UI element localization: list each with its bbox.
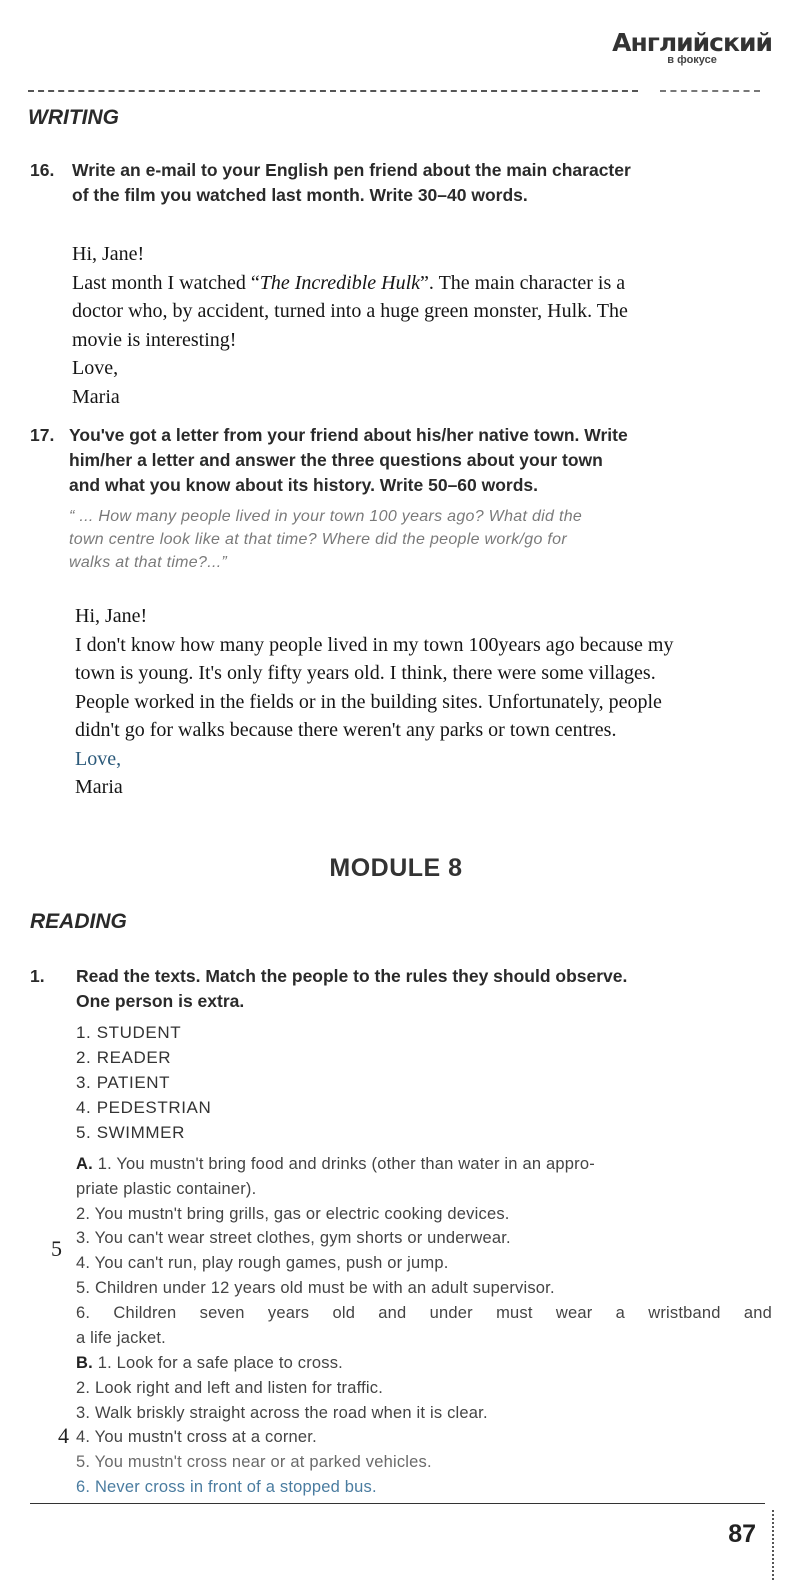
section-b-label: B. — [76, 1354, 93, 1372]
task-16-prompt — [30, 158, 770, 208]
answer-17-line-4: didn't go for walks because there weren't any parks or town centres. — [75, 719, 617, 741]
rule-b-5: 5. You mustn't cross near or at parked vehicles. — [76, 1453, 432, 1472]
list-item: 3. PATIENT — [76, 1073, 171, 1092]
page-edge — [772, 1510, 774, 1580]
rule-b-1: B. 1. Look for a safe place to cross. — [76, 1354, 343, 1372]
task-17-prompt — [30, 423, 770, 498]
quote-line-1: “ ... How many people lived in your town 100 years ago? What did the — [69, 508, 583, 525]
answer-17-line-1: I don't know how many people lived in my town 100years ago because my — [75, 633, 674, 656]
rule-b-3: 3. Walk briskly straight across the road when it is clear. — [76, 1403, 488, 1422]
header-divider-right — [660, 90, 760, 92]
answer-16-greeting: Hi, Jane! — [72, 243, 145, 265]
reading-heading: READING — [30, 910, 127, 933]
task-17-number: 17. — [30, 425, 55, 445]
task-1-line-1: Read the texts. Match the people to the rules they should observe. — [76, 966, 628, 986]
footer-divider — [30, 1503, 765, 1504]
film-title: The Incredible Hulk — [259, 271, 421, 294]
rule-a-1: A. 1. You mustn't bring food and drinks (other than water in an appro- — [76, 1155, 595, 1173]
answer-16-line-3: movie is interesting! — [72, 328, 237, 351]
rule-a-3: 3. You can't wear street clothes, gym shorts or underwear. — [76, 1229, 511, 1248]
header-divider — [28, 90, 638, 92]
answer-16-signature: Maria — [72, 385, 120, 408]
logo-subtitle: в фокусе — [667, 54, 717, 66]
answer-16-line-1: Last month I watched “The Incredible Hulk”. The main character is a — [72, 271, 626, 294]
section-a-label: A. — [76, 1155, 93, 1173]
answer-17-signature: Maria — [75, 776, 123, 798]
answer-17-line-3: People worked in the fields or in the building sites. Unfortunately, people — [75, 690, 662, 713]
list-item: 5. SWIMMER — [76, 1123, 185, 1142]
answer-16-line-2: doctor who, by accident, turned into a huge green monster, Hulk. The — [72, 300, 628, 322]
task-16-line-2: of the film you watched last month. Write 30–40 words. — [72, 185, 528, 205]
answer-mark-b: 4 — [58, 1423, 69, 1448]
answer-16-closing: Love, — [72, 357, 119, 379]
task-1-prompt — [30, 964, 775, 1014]
section-b-rules — [76, 1351, 772, 1500]
answer-mark-a: 5 — [51, 1236, 62, 1261]
rule-a-5: 5. Children under 12 years old must be with an adult supervisor. — [76, 1278, 555, 1297]
rule-a-2: 2. You mustn't bring grills, gas or electric cooking devices. — [76, 1204, 510, 1223]
task-16-number: 16. — [30, 160, 55, 180]
publisher-logo — [612, 28, 772, 66]
rule-b-2: 2. Look right and left and listen for traffic. — [76, 1378, 383, 1397]
writing-heading: WRITING — [28, 106, 119, 129]
rule-b-6: 6. Never cross in front of a stopped bus. — [76, 1477, 377, 1496]
answer-17 — [75, 602, 775, 802]
module-title: MODULE 8 — [329, 854, 463, 882]
list-item: 4. PEDESTRIAN — [76, 1098, 212, 1117]
task-17-line-1: You've got a letter from your friend about his/her native town. Write — [69, 425, 628, 445]
answer-16 — [72, 240, 772, 411]
page-number: 87 — [728, 1520, 756, 1548]
task-17-line-3: and what you know about its history. Write 50–60 words. — [69, 475, 539, 495]
section-a-rules — [76, 1152, 772, 1350]
rule-b-4: 4. You mustn't cross at a corner. — [76, 1428, 317, 1447]
quote-line-2: town centre look like at that time? Where did the people work/go for — [69, 531, 567, 548]
rule-a-4: 4. You can't run, play rough games, push or jump. — [76, 1254, 449, 1273]
rule-a-1-cont: priate plastic container). — [76, 1179, 257, 1198]
answer-17-closing: Love, — [75, 747, 122, 770]
rule-a-6-cont: a life jacket. — [76, 1328, 166, 1347]
answer-17-line-2: town is young. It's only fifty years old. I think, there were some villages. — [75, 662, 656, 684]
logo-title: Английский — [612, 28, 772, 57]
task-1-number: 1. — [30, 966, 45, 986]
answer-17-greeting: Hi, Jane! — [75, 605, 148, 627]
list-item: 1. STUDENT — [76, 1023, 182, 1042]
task-16-line-1: Write an e-mail to your English pen friend about the main character — [72, 160, 631, 180]
people-list — [76, 1020, 211, 1145]
task-1-line-2: One person is extra. — [76, 991, 245, 1011]
task-17-quote — [69, 505, 769, 574]
quote-line-3: walks at that time?...” — [69, 554, 228, 571]
task-17-line-2: him/her a letter and answer the three questions about your town — [69, 450, 603, 470]
list-item: 2. READER — [76, 1048, 172, 1067]
rule-a-6: 6. Children seven years old and under must wear a wristband and — [76, 1303, 772, 1322]
